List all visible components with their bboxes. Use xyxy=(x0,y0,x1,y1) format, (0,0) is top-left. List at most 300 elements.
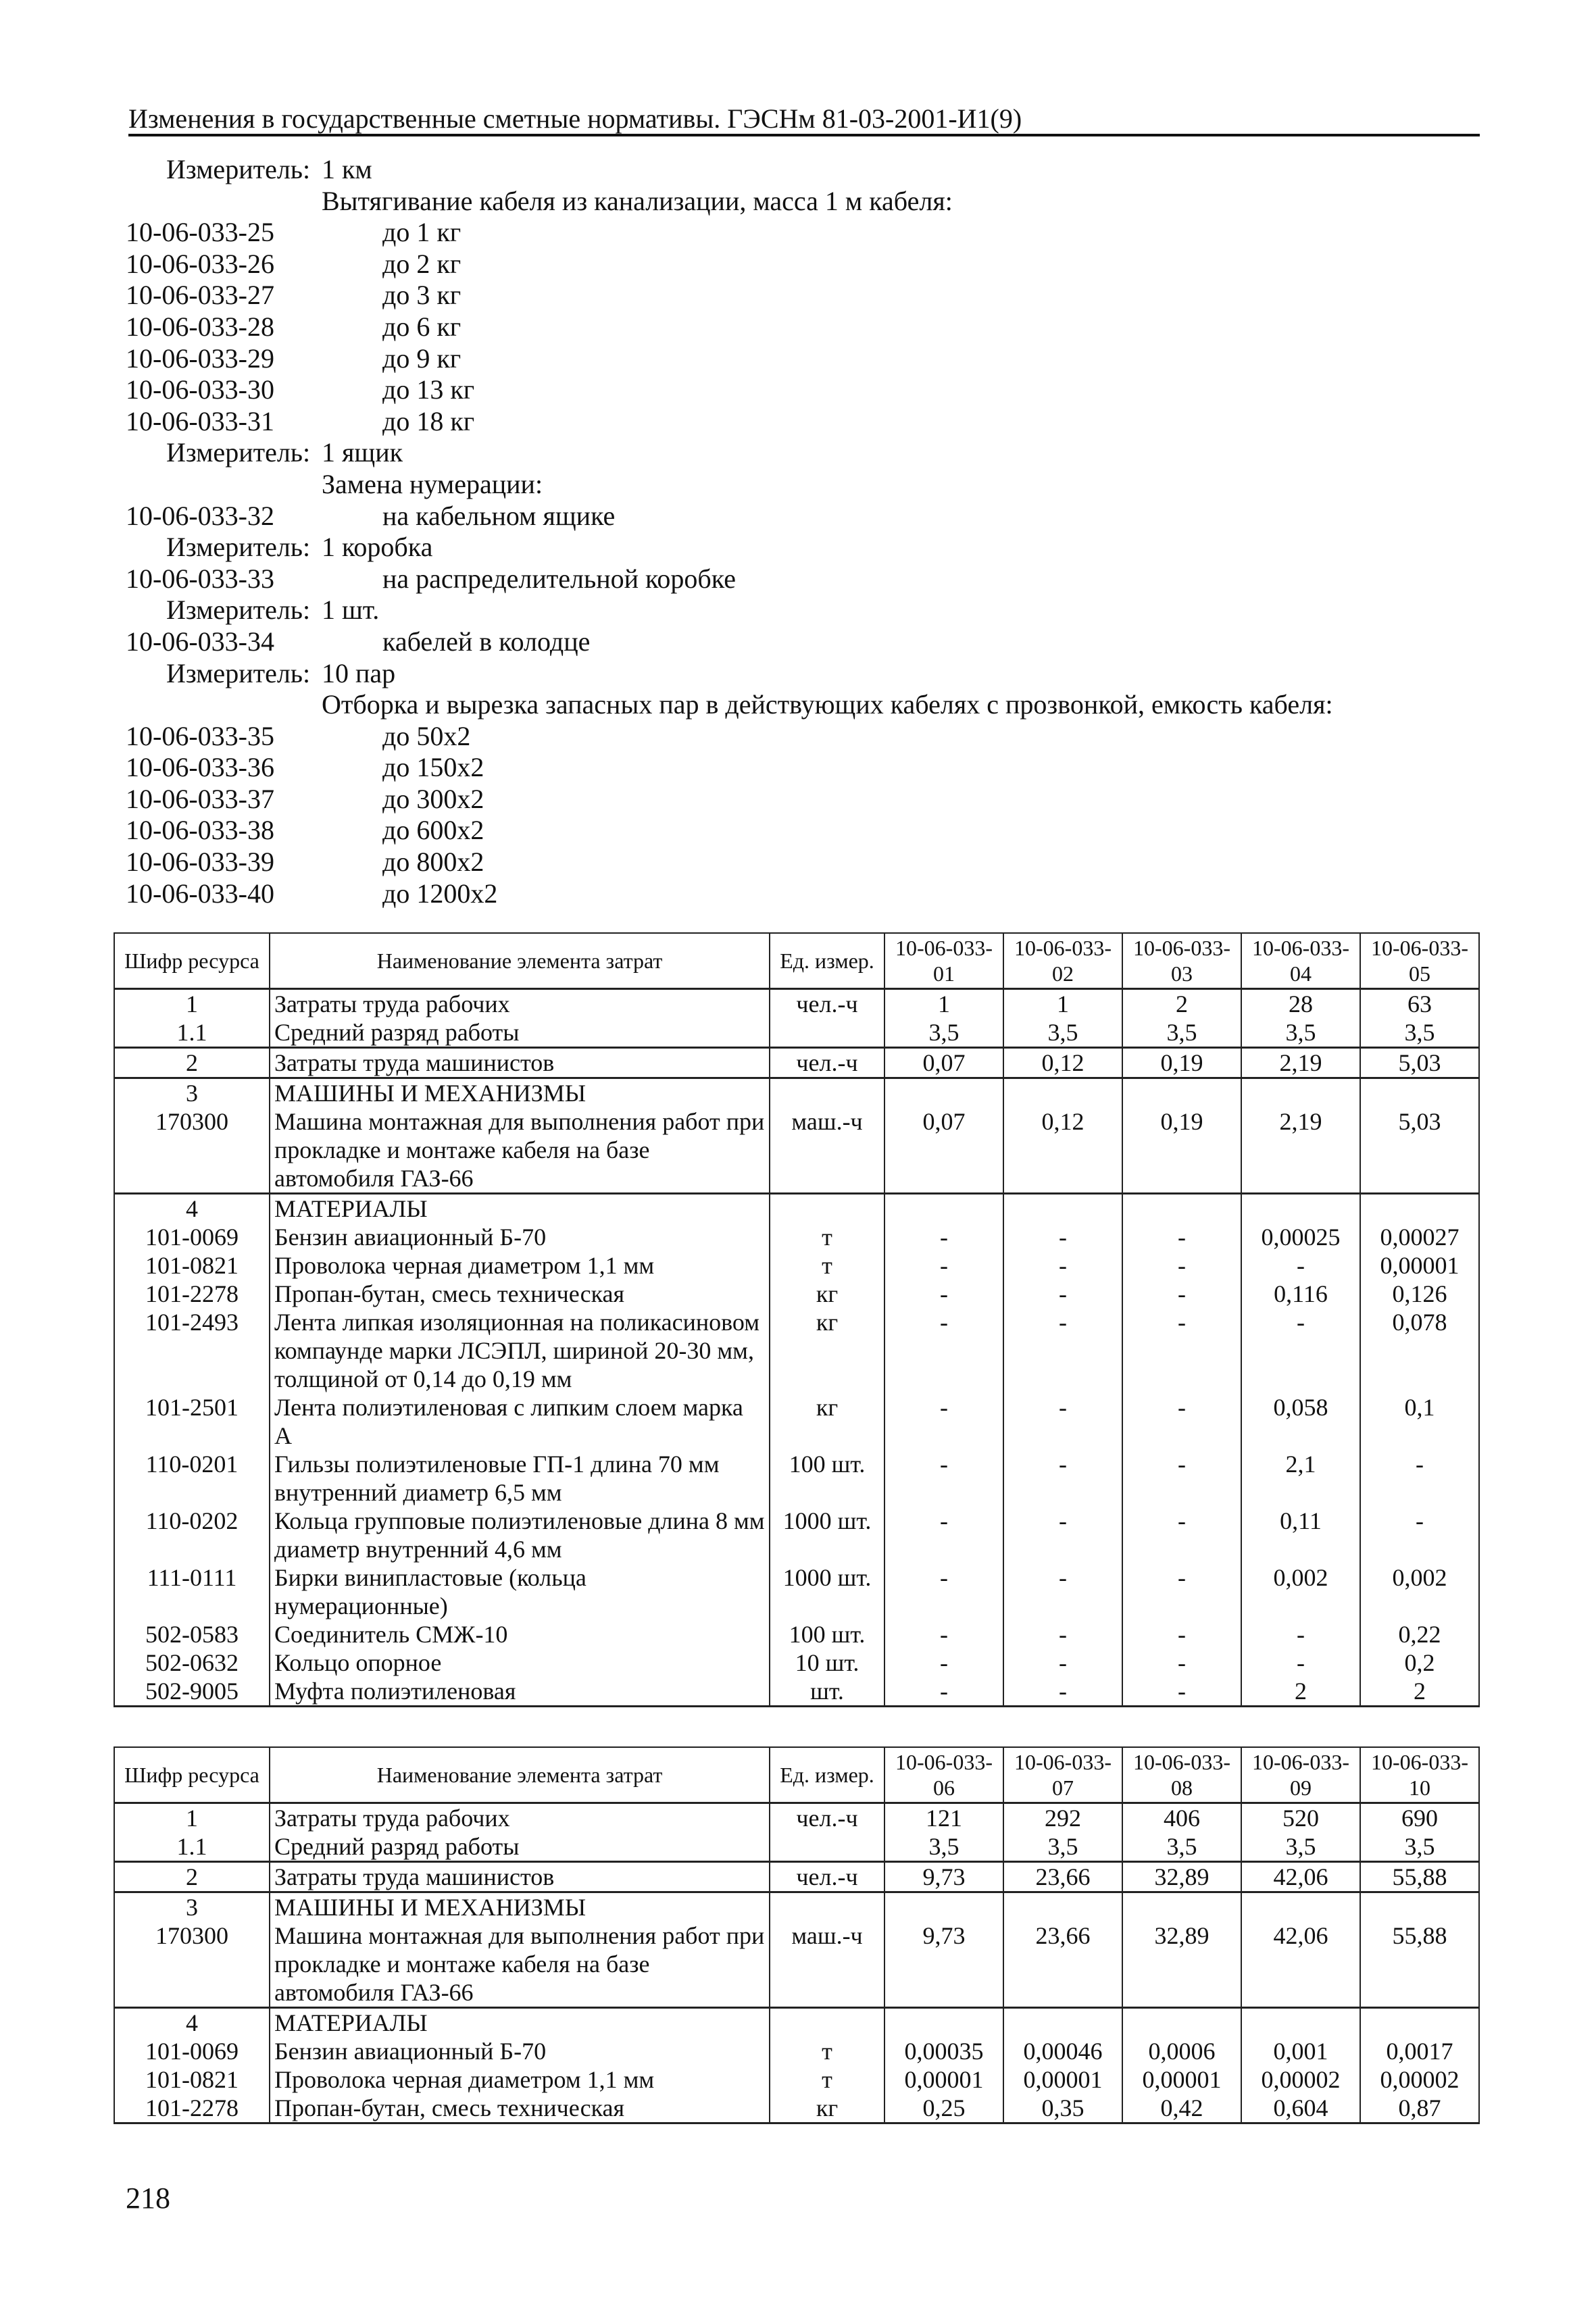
cell-value: 0,1 xyxy=(1360,1393,1479,1450)
cell-unit: кг xyxy=(770,2094,884,2123)
cell-name: Средний разряд работы xyxy=(270,1832,770,1862)
table-row xyxy=(114,1507,1479,1563)
header-name: Наименование элемента затрат xyxy=(270,933,770,989)
cell-value: - xyxy=(884,1251,1003,1280)
cell-value xyxy=(1003,1194,1122,1224)
cell-value: - xyxy=(1122,1563,1241,1620)
header-norm-column: 10-06-033-02 xyxy=(1003,933,1122,989)
table-group xyxy=(114,1892,1479,2008)
header-norm-column: 10-06-033-09 xyxy=(1241,1747,1360,1803)
cell-value: 0,00046 xyxy=(1003,2037,1122,2065)
norm-code: 10-06-033-39 xyxy=(126,847,274,878)
measure-label: Измеритель: xyxy=(166,532,311,563)
cell-value: - xyxy=(884,1280,1003,1308)
measure-label: Измеритель: xyxy=(166,657,311,688)
cell-value: 3,5 xyxy=(1122,1018,1241,1048)
header-unit: Ед. измер. xyxy=(770,1747,884,1803)
norm-line-item xyxy=(126,878,1484,910)
cell-value: 0,001 xyxy=(1241,2037,1360,2065)
measure-value: 1 шт. xyxy=(322,595,380,626)
cell-name: Затраты труда машинистов xyxy=(270,1862,770,1892)
page-number: 218 xyxy=(126,2182,170,2215)
cell-value: - xyxy=(1122,1308,1241,1393)
cell-unit: чел.-ч xyxy=(770,989,884,1019)
cell-name: Кольцо опорное xyxy=(270,1649,770,1677)
cell-value: 55,88 xyxy=(1360,1862,1479,1892)
table-row xyxy=(114,2094,1479,2123)
cell-value: - xyxy=(884,1308,1003,1393)
cell-value: 63 xyxy=(1360,989,1479,1019)
cell-value xyxy=(1360,1078,1479,1108)
cell-value xyxy=(1122,2008,1241,2038)
table-row xyxy=(114,1308,1479,1393)
cell-value: 0,0006 xyxy=(1122,2037,1241,2065)
cell-cipher: 4 xyxy=(114,2008,270,2038)
cell-value: 0,00027 xyxy=(1360,1223,1479,1251)
cell-value: - xyxy=(1360,1450,1479,1507)
cell-value: - xyxy=(1122,1393,1241,1450)
cell-unit xyxy=(770,2008,884,2038)
norm-line-item xyxy=(126,217,1484,249)
cell-value: 5,03 xyxy=(1360,1107,1479,1194)
cell-value: 32,89 xyxy=(1122,1862,1241,1892)
table-row xyxy=(114,1862,1479,1892)
cell-cipher: 502-9005 xyxy=(114,1677,270,1707)
cell-cipher: 1 xyxy=(114,1803,270,1833)
cell-value: 121 xyxy=(884,1803,1003,1833)
cell-value: 3,5 xyxy=(1122,1832,1241,1862)
cell-cipher: 111-0111 xyxy=(114,1563,270,1620)
norm-description: до 150х2 xyxy=(382,752,484,783)
cell-name: Бирки винипластовые (кольца нумерационные) xyxy=(270,1563,770,1620)
cell-value: 2,19 xyxy=(1241,1048,1360,1078)
cell-value: 2 xyxy=(1241,1677,1360,1707)
cell-value: - xyxy=(1122,1507,1241,1563)
cell-name: МАТЕРИАЛЫ xyxy=(270,1194,770,1224)
cell-name: Бензин авиационный Б-70 xyxy=(270,1223,770,1251)
cell-value: 0,12 xyxy=(1003,1048,1122,1078)
cell-name: Пропан-бутан, смесь техническая xyxy=(270,1280,770,1308)
cell-value: 0,07 xyxy=(884,1048,1003,1078)
cell-value: 0,078 xyxy=(1360,1308,1479,1393)
cell-cipher: 101-2501 xyxy=(114,1393,270,1450)
table-row xyxy=(114,1194,1479,1224)
table-group xyxy=(114,1048,1479,1078)
cell-value: - xyxy=(1003,1308,1122,1393)
norm-list xyxy=(126,154,1484,909)
cell-name: Проволока черная диаметром 1,1 мм xyxy=(270,2065,770,2094)
cell-value: - xyxy=(1122,1280,1241,1308)
header-norm-column: 10-06-033-03 xyxy=(1122,933,1241,989)
table-row xyxy=(114,1280,1479,1308)
cell-value xyxy=(1241,1078,1360,1108)
cell-value: 406 xyxy=(1122,1803,1241,1833)
norm-description: до 9 кг xyxy=(382,343,462,374)
cell-name: Кольца групповые полиэтиленовые длина 8 мм диаметр внутренний 4,6 мм xyxy=(270,1507,770,1563)
cell-value xyxy=(1122,1892,1241,1922)
header-name: Наименование элемента затрат xyxy=(270,1747,770,1803)
cell-value: 0,00001 xyxy=(1360,1251,1479,1280)
norm-line-measure xyxy=(126,658,1484,690)
norm-line-item xyxy=(126,847,1484,878)
cell-value: 0,058 xyxy=(1241,1393,1360,1450)
cell-value xyxy=(1003,1078,1122,1108)
cell-cipher: 1 xyxy=(114,989,270,1019)
group-heading: Замена нумерации: xyxy=(322,468,543,499)
cell-unit: т xyxy=(770,2065,884,2094)
cell-value: 0,00002 xyxy=(1241,2065,1360,2094)
norm-code: 10-06-033-38 xyxy=(126,815,274,846)
cell-value: 0,002 xyxy=(1241,1563,1360,1620)
cell-cipher: 502-0583 xyxy=(114,1620,270,1649)
cell-value: 0,2 xyxy=(1360,1649,1479,1677)
table-row xyxy=(114,1563,1479,1620)
table-row xyxy=(114,1620,1479,1649)
cell-value: 3,5 xyxy=(1360,1832,1479,1862)
cell-value: - xyxy=(1122,1450,1241,1507)
cell-value: - xyxy=(884,1649,1003,1677)
cell-value: - xyxy=(1003,1507,1122,1563)
cell-cipher: 170300 xyxy=(114,1107,270,1194)
header-norm-column: 10-06-033-07 xyxy=(1003,1747,1122,1803)
cell-value: - xyxy=(1003,1620,1122,1649)
cell-value: 23,66 xyxy=(1003,1862,1122,1892)
header-cipher: Шифр ресурса xyxy=(114,1747,270,1803)
cell-value: 0,0017 xyxy=(1360,2037,1479,2065)
table-row xyxy=(114,2037,1479,2065)
cell-cipher: 170300 xyxy=(114,1921,270,2008)
resource-table-2 xyxy=(114,1746,1480,2124)
table-group xyxy=(114,1194,1479,1707)
norm-code: 10-06-033-29 xyxy=(126,343,274,374)
cell-value: 0,00001 xyxy=(1003,2065,1122,2094)
cell-unit: чел.-ч xyxy=(770,1803,884,1833)
norm-line-measure xyxy=(126,437,1484,469)
cell-cipher: 101-0069 xyxy=(114,2037,270,2065)
cell-value: 3,5 xyxy=(884,1018,1003,1048)
cell-value: - xyxy=(884,1677,1003,1707)
norm-description: на распределительной коробке xyxy=(382,563,736,594)
norm-code: 10-06-033-26 xyxy=(126,248,274,279)
norm-code: 10-06-033-37 xyxy=(126,783,274,814)
header-norm-column: 10-06-033-04 xyxy=(1241,933,1360,989)
cell-unit: т xyxy=(770,1223,884,1251)
cell-value: - xyxy=(1003,1677,1122,1707)
cell-value xyxy=(1241,1194,1360,1224)
norm-line-heading xyxy=(126,186,1484,218)
cell-cipher: 101-0069 xyxy=(114,1223,270,1251)
norm-code: 10-06-033-27 xyxy=(126,280,274,311)
cell-value: - xyxy=(1122,1649,1241,1677)
cell-name: Затраты труда рабочих xyxy=(270,989,770,1019)
cell-value: - xyxy=(1003,1649,1122,1677)
header-norm-column: 10-06-033-10 xyxy=(1360,1747,1479,1803)
cell-value: 0,19 xyxy=(1122,1048,1241,1078)
cell-value xyxy=(1122,1078,1241,1108)
cell-name: Гильзы полиэтиленовые ГП-1 длина 70 мм внутренний диаметр 6,5 мм xyxy=(270,1450,770,1507)
table-group xyxy=(114,1078,1479,1194)
norm-line-item xyxy=(126,280,1484,311)
cell-value: - xyxy=(1241,1308,1360,1393)
group-heading: Отборка и вырезка запасных пар в действующих кабелях с прозвонкой, емкость кабеля: xyxy=(322,689,1333,720)
cell-value: 1 xyxy=(1003,989,1122,1019)
cell-unit: маш.-ч xyxy=(770,1107,884,1194)
cell-value: 9,73 xyxy=(884,1921,1003,2008)
cell-value: 292 xyxy=(1003,1803,1122,1833)
norm-line-item xyxy=(126,501,1484,532)
table-row xyxy=(114,2008,1479,2038)
cell-value: 0,42 xyxy=(1122,2094,1241,2123)
cell-cipher: 3 xyxy=(114,1078,270,1108)
table-row xyxy=(114,1078,1479,1108)
header-unit: Ед. измер. xyxy=(770,933,884,989)
cell-value: 2,1 xyxy=(1241,1450,1360,1507)
cell-value: - xyxy=(884,1393,1003,1450)
norm-code: 10-06-033-30 xyxy=(126,374,274,405)
cell-cipher: 101-0821 xyxy=(114,2065,270,2094)
norm-description: до 1200х2 xyxy=(382,878,498,909)
table-row xyxy=(114,989,1479,1019)
norm-line-heading xyxy=(126,689,1484,721)
measure-value: 1 км xyxy=(322,154,372,184)
norm-line-item xyxy=(126,721,1484,753)
norm-line-item xyxy=(126,752,1484,784)
cell-value: 32,89 xyxy=(1122,1921,1241,2008)
cell-value: - xyxy=(1241,1251,1360,1280)
cell-value: 0,00001 xyxy=(884,2065,1003,2094)
cell-value: 9,73 xyxy=(884,1862,1003,1892)
table-header-row xyxy=(114,1747,1479,1803)
cell-value: - xyxy=(1360,1507,1479,1563)
cell-unit: кг xyxy=(770,1280,884,1308)
cell-unit: 100 шт. xyxy=(770,1620,884,1649)
norm-description: до 18 кг xyxy=(382,405,475,436)
cell-value: 42,06 xyxy=(1241,1862,1360,1892)
table-row xyxy=(114,1450,1479,1507)
norm-description: до 13 кг xyxy=(382,374,475,405)
cell-value: 690 xyxy=(1360,1803,1479,1833)
cell-value xyxy=(1360,1892,1479,1922)
table-header-row xyxy=(114,933,1479,989)
table-group xyxy=(114,1862,1479,1892)
cell-value: - xyxy=(1122,1251,1241,1280)
cell-cipher: 1.1 xyxy=(114,1832,270,1862)
norm-code: 10-06-033-36 xyxy=(126,752,274,783)
resource-table-1 xyxy=(114,932,1480,1707)
cell-value: 0,00035 xyxy=(884,2037,1003,2065)
norm-code: 10-06-033-33 xyxy=(126,563,274,594)
cell-name: Проволока черная диаметром 1,1 мм xyxy=(270,1251,770,1280)
cell-unit: чел.-ч xyxy=(770,1048,884,1078)
norm-line-item xyxy=(126,249,1484,280)
cell-cipher: 4 xyxy=(114,1194,270,1224)
cell-value: 28 xyxy=(1241,989,1360,1019)
cell-value: 0,87 xyxy=(1360,2094,1479,2123)
cell-value: 0,00001 xyxy=(1122,2065,1241,2094)
norm-line-measure xyxy=(126,154,1484,186)
cell-unit: 1000 шт. xyxy=(770,1507,884,1563)
cell-cipher: 3 xyxy=(114,1892,270,1922)
cell-value: 2,19 xyxy=(1241,1107,1360,1194)
cell-value: 42,06 xyxy=(1241,1921,1360,2008)
cell-cipher: 101-2493 xyxy=(114,1308,270,1393)
norm-code: 10-06-033-28 xyxy=(126,311,274,342)
norm-description: до 800х2 xyxy=(382,847,484,878)
cell-value: 3,5 xyxy=(1003,1832,1122,1862)
cell-value: 55,88 xyxy=(1360,1921,1479,2008)
norm-line-item xyxy=(126,815,1484,847)
measure-label: Измеритель: xyxy=(166,437,311,468)
cell-value xyxy=(1122,1194,1241,1224)
running-header: Изменения в государственные сметные нормативы. ГЭСНм 81-03-2001-И1(9) xyxy=(128,103,1022,134)
cell-value: 0,116 xyxy=(1241,1280,1360,1308)
norm-line-item xyxy=(126,784,1484,815)
norm-description: до 2 кг xyxy=(382,248,462,279)
header-norm-column: 10-06-033-05 xyxy=(1360,933,1479,989)
table-group xyxy=(114,989,1479,1048)
table-row xyxy=(114,1251,1479,1280)
norm-line-measure xyxy=(126,595,1484,626)
cell-value xyxy=(1003,2008,1122,2038)
norm-line-item xyxy=(126,311,1484,343)
table-row xyxy=(114,1803,1479,1833)
table-row xyxy=(114,1892,1479,1922)
cell-value: 0,00025 xyxy=(1241,1223,1360,1251)
cell-value: 23,66 xyxy=(1003,1921,1122,2008)
cell-value: 1 xyxy=(884,989,1003,1019)
norm-line-item xyxy=(126,374,1484,406)
measure-value: 1 коробка xyxy=(322,532,433,563)
cell-unit xyxy=(770,1892,884,1922)
cell-name: Муфта полиэтиленовая xyxy=(270,1677,770,1707)
norm-description: до 300х2 xyxy=(382,783,484,814)
cell-value xyxy=(884,1078,1003,1108)
cell-name: Бензин авиационный Б-70 xyxy=(270,2037,770,2065)
cell-unit: маш.-ч xyxy=(770,1921,884,2008)
norm-description: до 1 кг xyxy=(382,217,462,248)
cell-name: Средний разряд работы xyxy=(270,1018,770,1048)
header-rule xyxy=(128,134,1480,136)
cell-value: - xyxy=(884,1563,1003,1620)
cell-unit: т xyxy=(770,2037,884,2065)
norm-description: до 600х2 xyxy=(382,815,484,846)
cell-name: Машина монтажная для выполнения работ при прокладке и монтаже кабеля на базе автомобиля ГАЗ-66 xyxy=(270,1107,770,1194)
cell-value: 520 xyxy=(1241,1803,1360,1833)
cell-value xyxy=(884,2008,1003,2038)
cell-name: Затраты труда рабочих xyxy=(270,1803,770,1833)
norm-line-item xyxy=(126,343,1484,375)
cell-name: МАШИНЫ И МЕХАНИЗМЫ xyxy=(270,1078,770,1108)
cell-name: Затраты труда машинистов xyxy=(270,1048,770,1078)
table-group xyxy=(114,1803,1479,1862)
table-row xyxy=(114,1677,1479,1707)
header-norm-column: 10-06-033-06 xyxy=(884,1747,1003,1803)
cell-cipher: 101-2278 xyxy=(114,2094,270,2123)
measure-value: 10 пар xyxy=(322,657,396,688)
header-norm-column: 10-06-033-01 xyxy=(884,933,1003,989)
cell-value: - xyxy=(1003,1393,1122,1450)
cell-unit: шт. xyxy=(770,1677,884,1707)
cell-value xyxy=(1003,1892,1122,1922)
cell-value: 0,22 xyxy=(1360,1620,1479,1649)
norm-description: до 6 кг xyxy=(382,311,462,342)
table-row xyxy=(114,1223,1479,1251)
cell-value: - xyxy=(1122,1677,1241,1707)
cell-unit xyxy=(770,1194,884,1224)
cell-value: 3,5 xyxy=(884,1832,1003,1862)
norm-code: 10-06-033-34 xyxy=(126,626,274,657)
norm-description: на кабельном ящике xyxy=(382,500,616,531)
cell-value: - xyxy=(884,1450,1003,1507)
cell-value: - xyxy=(884,1223,1003,1251)
table-group xyxy=(114,2008,1479,2123)
cell-value: - xyxy=(1241,1649,1360,1677)
norm-line-item xyxy=(126,626,1484,658)
cell-value: 5,03 xyxy=(1360,1048,1479,1078)
norm-code: 10-06-033-40 xyxy=(126,878,274,909)
cell-value: - xyxy=(1003,1563,1122,1620)
table-row xyxy=(114,1832,1479,1862)
cell-value xyxy=(1241,2008,1360,2038)
cell-cipher: 2 xyxy=(114,1862,270,1892)
cell-value: 0,126 xyxy=(1360,1280,1479,1308)
cell-value xyxy=(1241,1892,1360,1922)
cell-cipher: 1.1 xyxy=(114,1018,270,1048)
measure-label: Измеритель: xyxy=(166,595,311,626)
cell-cipher: 502-0632 xyxy=(114,1649,270,1677)
cell-value: 0,25 xyxy=(884,2094,1003,2123)
cell-unit xyxy=(770,1018,884,1048)
cell-value: - xyxy=(884,1507,1003,1563)
cell-value: - xyxy=(1003,1280,1122,1308)
table-row xyxy=(114,1921,1479,2008)
group-heading: Вытягивание кабеля из канализации, масса 1 м кабеля: xyxy=(322,185,953,216)
header-cipher: Шифр ресурса xyxy=(114,933,270,989)
cell-value: - xyxy=(1122,1620,1241,1649)
cell-value xyxy=(884,1892,1003,1922)
cell-value: 0,12 xyxy=(1003,1107,1122,1194)
cell-value: 0,11 xyxy=(1241,1507,1360,1563)
cell-cipher: 101-0821 xyxy=(114,1251,270,1280)
table-row xyxy=(114,1393,1479,1450)
cell-value: - xyxy=(1122,1223,1241,1251)
norm-line-item xyxy=(126,563,1484,595)
cell-value: 2 xyxy=(1122,989,1241,1019)
cell-value: 0,002 xyxy=(1360,1563,1479,1620)
cell-cipher: 2 xyxy=(114,1048,270,1078)
norm-description: кабелей в колодце xyxy=(382,626,591,657)
cell-value: 0,07 xyxy=(884,1107,1003,1194)
table-row xyxy=(114,1107,1479,1194)
norm-line-heading xyxy=(126,469,1484,501)
cell-unit: 1000 шт. xyxy=(770,1563,884,1620)
norm-line-measure xyxy=(126,532,1484,563)
cell-value xyxy=(1360,1194,1479,1224)
cell-value: - xyxy=(1241,1620,1360,1649)
cell-name: Пропан-бутан, смесь техническая xyxy=(270,2094,770,2123)
cell-name: МАШИНЫ И МЕХАНИЗМЫ xyxy=(270,1892,770,1922)
cell-value: 3,5 xyxy=(1360,1018,1479,1048)
norm-description: до 50х2 xyxy=(382,720,471,751)
cell-name: Соединитель СМЖ-10 xyxy=(270,1620,770,1649)
cell-value: - xyxy=(884,1620,1003,1649)
cell-name: Лента полиэтиленовая с липким слоем марка А xyxy=(270,1393,770,1450)
norm-code: 10-06-033-32 xyxy=(126,500,274,531)
cell-unit: 100 шт. xyxy=(770,1450,884,1507)
cell-value: - xyxy=(1003,1251,1122,1280)
measure-value: 1 ящик xyxy=(322,437,403,468)
norm-code: 10-06-033-35 xyxy=(126,720,274,751)
